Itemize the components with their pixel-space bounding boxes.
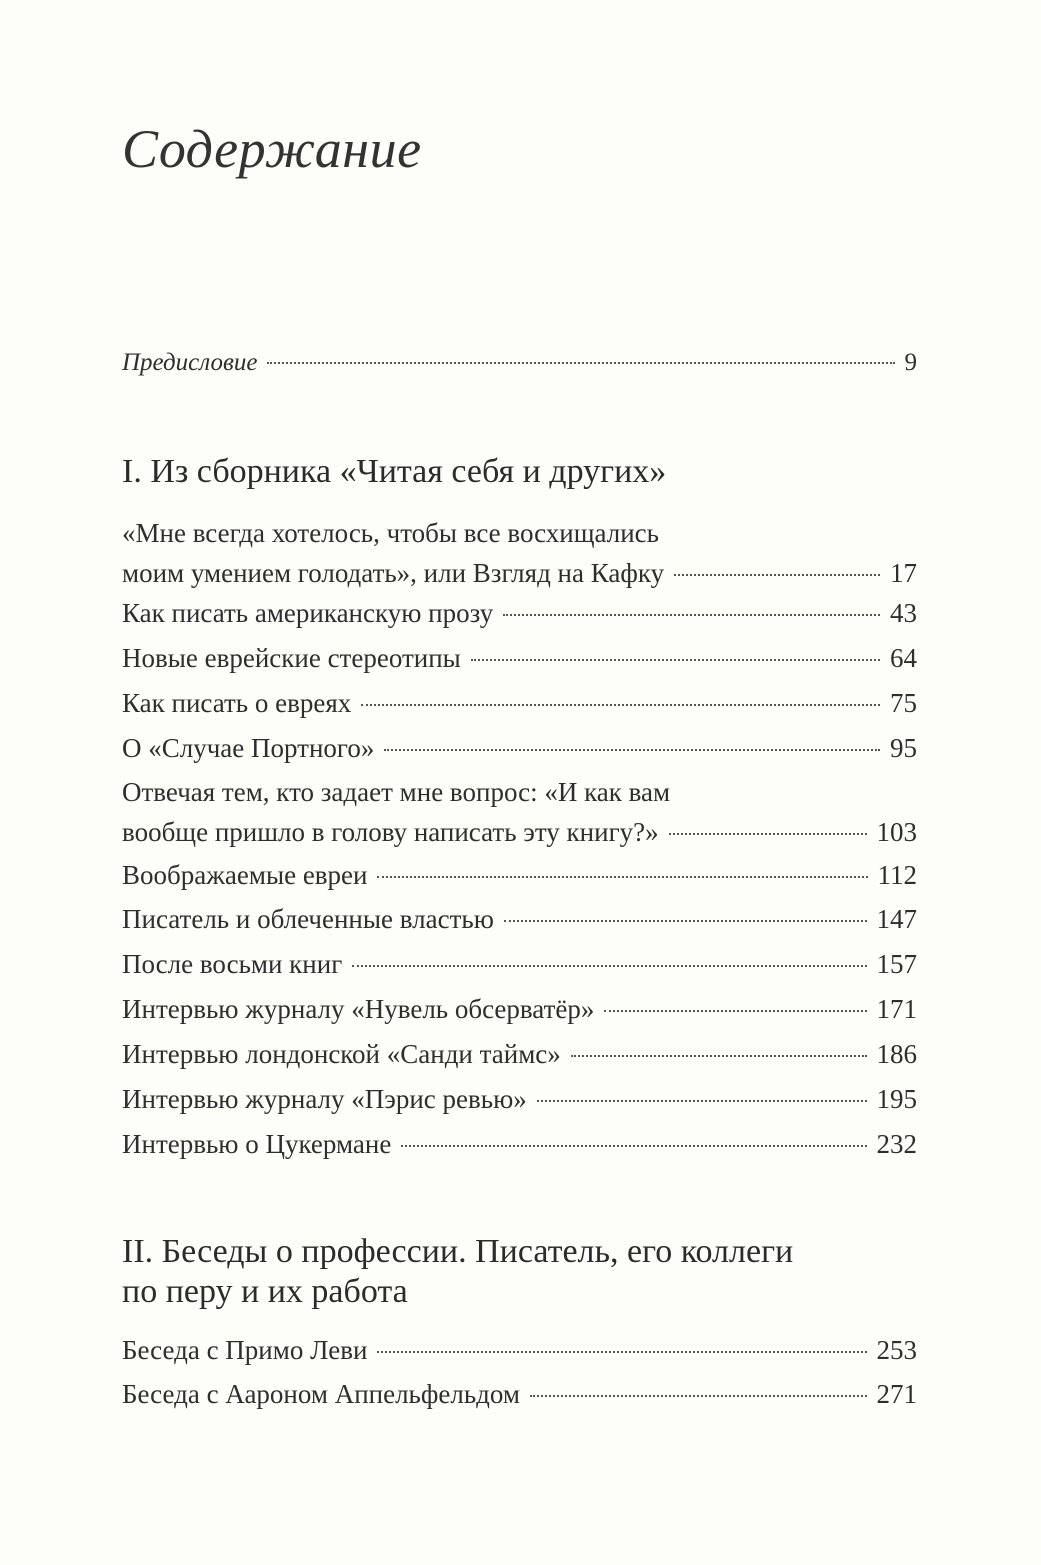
leader-dots bbox=[604, 1010, 866, 1012]
toc-entry bbox=[122, 989, 917, 1029]
toc-entry bbox=[122, 1124, 917, 1164]
toc-entry bbox=[122, 944, 917, 984]
toc-entry-label: Предисловие bbox=[122, 349, 258, 376]
toc-entry-label: Как писать о евреях bbox=[122, 688, 352, 718]
toc-entry bbox=[122, 728, 917, 768]
toc-page-number: 186 bbox=[876, 1039, 917, 1069]
toc-entry-label: Интервью лондонской «Санди таймс» bbox=[122, 1039, 561, 1069]
toc-entry-label: Новые еврейские стереотипы bbox=[122, 643, 461, 673]
leader-dots bbox=[377, 1351, 866, 1353]
toc-entry bbox=[122, 772, 917, 852]
leader-dots bbox=[361, 704, 880, 706]
leader-dots bbox=[504, 920, 867, 922]
toc-entry-label: Воображаемые евреи bbox=[122, 860, 368, 890]
toc-entry-label: Интервью о Цукермане bbox=[122, 1129, 392, 1159]
toc-entry-label: Как писать американскую прозу bbox=[122, 598, 494, 628]
toc-entry-label: Интервью журналу «Пэрис ревью» bbox=[122, 1084, 527, 1114]
toc-entry bbox=[122, 1374, 917, 1414]
toc-page-number: 103 bbox=[876, 817, 917, 847]
toc-page-number: 253 bbox=[876, 1335, 917, 1365]
toc-page-number: 171 bbox=[876, 994, 917, 1024]
leader-dots bbox=[669, 833, 867, 835]
leader-dots bbox=[377, 876, 867, 878]
toc-entry bbox=[122, 1330, 917, 1370]
toc-page-number: 95 bbox=[890, 733, 917, 763]
toc-entry-label: моим умением голодать», или Взгляд на Кафку bbox=[122, 558, 665, 588]
toc-page-number: 147 bbox=[876, 904, 917, 934]
leader-dots bbox=[674, 574, 880, 576]
toc-entry bbox=[122, 1079, 917, 1119]
toc-entry bbox=[122, 855, 917, 895]
toc-page-number: 157 bbox=[876, 949, 917, 979]
section-heading-part1 bbox=[122, 452, 922, 492]
leader-dots bbox=[267, 362, 894, 364]
toc-page-number: 9 bbox=[904, 349, 917, 376]
toc-entry-label: После восьми книг bbox=[122, 949, 343, 979]
toc-entry bbox=[122, 593, 917, 633]
toc-entry-label: «Мне всегда хотелось, чтобы все восхищались bbox=[122, 518, 659, 548]
toc-entry-label: вообще пришло в голову написать эту книгу?» bbox=[122, 817, 659, 847]
toc-entry-label: Писатель и облеченные властью bbox=[122, 904, 494, 934]
section-heading-text: по перу и их работа bbox=[122, 1273, 408, 1310]
toc-entry-label: О «Случае Портного» bbox=[122, 733, 375, 763]
toc-entry bbox=[122, 513, 917, 593]
toc-page-number: 195 bbox=[876, 1084, 917, 1114]
toc-page-number: 43 bbox=[890, 598, 917, 628]
toc-entry bbox=[122, 638, 917, 678]
toc-entry-label: Отвечая тем, кто задает мне вопрос: «И как вам bbox=[122, 777, 671, 807]
toc-entry-label: Беседа с Примо Леви bbox=[122, 1335, 368, 1365]
toc-entry bbox=[122, 1034, 917, 1074]
toc-page-number: 75 bbox=[890, 688, 917, 718]
toc-entry-label: Беседа с Аароном Аппельфельдом bbox=[122, 1379, 520, 1409]
section-heading-text: II. Беседы о профессии. Писатель, его коллеги bbox=[122, 1233, 794, 1270]
leader-dots bbox=[537, 1100, 867, 1102]
toc-page-number: 271 bbox=[876, 1379, 917, 1409]
section-heading-part2 bbox=[122, 1232, 922, 1312]
toc-page-number: 232 bbox=[876, 1129, 917, 1159]
leader-dots bbox=[352, 965, 866, 967]
page-title: Содержание bbox=[122, 119, 422, 179]
toc-entry bbox=[122, 683, 917, 723]
leader-dots bbox=[503, 614, 880, 616]
toc-page-number: 64 bbox=[890, 643, 917, 673]
toc-entry-label: Интервью журналу «Нувель обсерватёр» bbox=[122, 994, 595, 1024]
leader-dots bbox=[471, 659, 880, 661]
toc-page-number: 17 bbox=[890, 558, 917, 588]
toc-entry bbox=[122, 899, 917, 939]
toc-page-number: 112 bbox=[877, 860, 917, 890]
toc-entry-preface bbox=[122, 343, 917, 383]
leader-dots bbox=[530, 1395, 867, 1397]
section-heading-text: I. Из сборника «Читая себя и других» bbox=[122, 453, 667, 490]
leader-dots bbox=[401, 1145, 866, 1147]
leader-dots bbox=[571, 1055, 867, 1057]
leader-dots bbox=[384, 749, 880, 751]
